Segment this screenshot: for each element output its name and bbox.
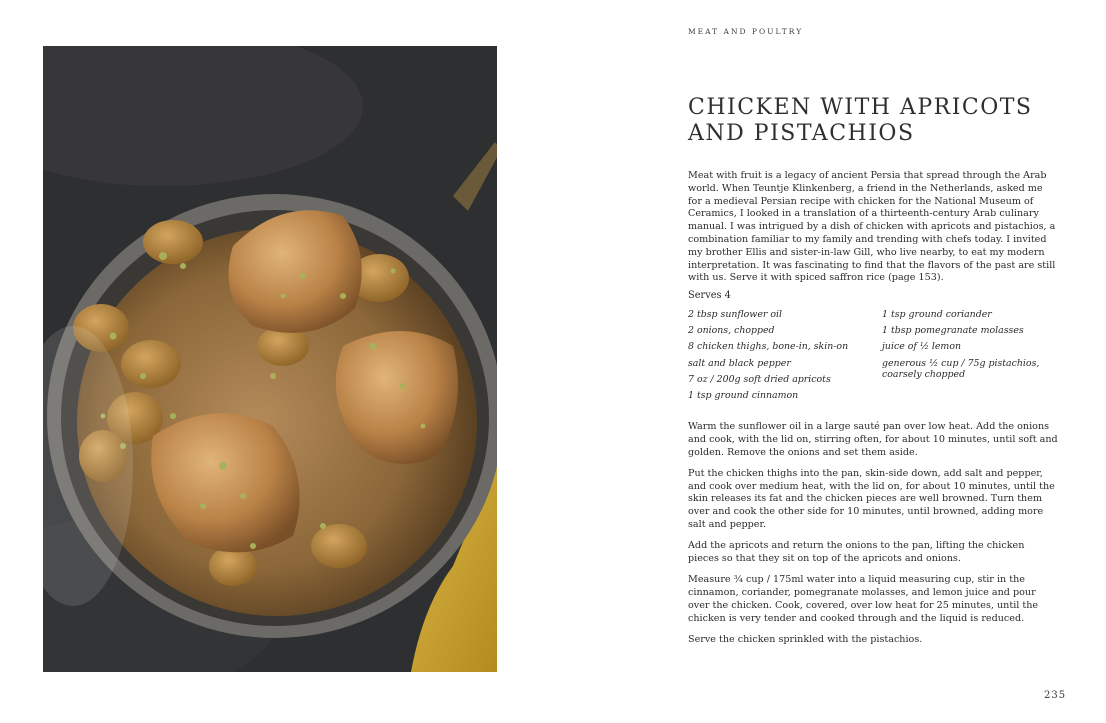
ingredients-column-right	[882, 307, 1057, 380]
ingredient-item: 7 oz / 200g soft dried apricots	[688, 373, 831, 385]
ingredient-item: 2 tbsp sunflower oil	[688, 309, 782, 320]
ingredient-item: 8 chicken thighs, bone-in, skin-on	[688, 341, 849, 353]
method-step: Add the apricots and return the onions to the pan, lifting the chicken pieces so that they sit on top of the apricots and onions.	[688, 540, 1025, 565]
ingredient-item: juice of ½ lemon	[882, 341, 962, 353]
recipe-intro: Meat with fruit is a legacy of ancient Persia that spread through the Arab world. When Teuntje Klinkenberg, a friend in the Netherlands, asked me for a medieval Persian recipe with chicken for the National Museum of Ceramics, I looked in a translation of a thirteenth-century Arab culinary manual. I was intrigued by a dish of chicken with apricots and pistachios, a combination familiar to my family and trending with chefs today. I invited my brother Ellis and sister-in-law Gill, who live nearby, to eat my modern interpretation. It was fascinating to find that the flavors of the past are still with us. Serve it with spiced saffron rice (page 153).	[688, 170, 1056, 284]
ingredient-item: 1 tsp ground cinnamon	[688, 390, 799, 402]
recipe-title-line1: CHICKEN WITH APRICOTS	[688, 95, 1033, 120]
method-step: Serve the chicken sprinkled with the pistachios.	[688, 634, 923, 646]
ingredient-item: 2 onions, chopped	[688, 325, 775, 337]
recipe-title	[688, 95, 1068, 147]
method-step: Measure ¾ cup / 175ml water into a liquid measuring cup, stir in the cinnamon, coriander, pomegranate molasses, and lemon juice and pour over the chicken. Cook, covered, over low heat for 25 minutes, until the chicken is very tender and cooked through and the liquid is reduced.	[688, 574, 1039, 624]
ingredient-item: generous ½ cup / 75g pistachios, coarsely chopped	[882, 357, 1040, 380]
recipe-title-line2: AND PISTACHIOS	[688, 121, 915, 146]
page-number: 235	[1044, 690, 1067, 701]
ingredient-item: 1 tbsp pomegranate molasses	[882, 325, 1024, 337]
ingredient-item: 1 tsp ground coriander	[882, 309, 992, 320]
dish-photo	[43, 46, 497, 672]
ingredients-column-left	[688, 307, 873, 404]
method-step: Put the chicken thighs into the pan, skin-side down, add salt and pepper, and cook over medium heat, with the lid on, for about 10 minutes, until the skin releases its fat and the chicken pieces are well browned. Turn them over and cook the other side for 10 minutes, until browned, adding more salt and pepper.	[688, 467, 1055, 531]
ingredient-item: salt and black pepper	[688, 357, 791, 369]
method-steps	[688, 421, 1058, 655]
chicken-skillet-illustration	[43, 46, 497, 672]
serves-count: Serves 4	[688, 290, 731, 301]
section-label: MEAT AND POULTRY	[688, 27, 804, 36]
method-step: Warm the sunflower oil in a large sauté pan over low heat. Add the onions and cook, with the lid on, stirring often, for about 10 minutes, until soft and golden. Remove the onions and set them aside.	[688, 421, 1058, 458]
